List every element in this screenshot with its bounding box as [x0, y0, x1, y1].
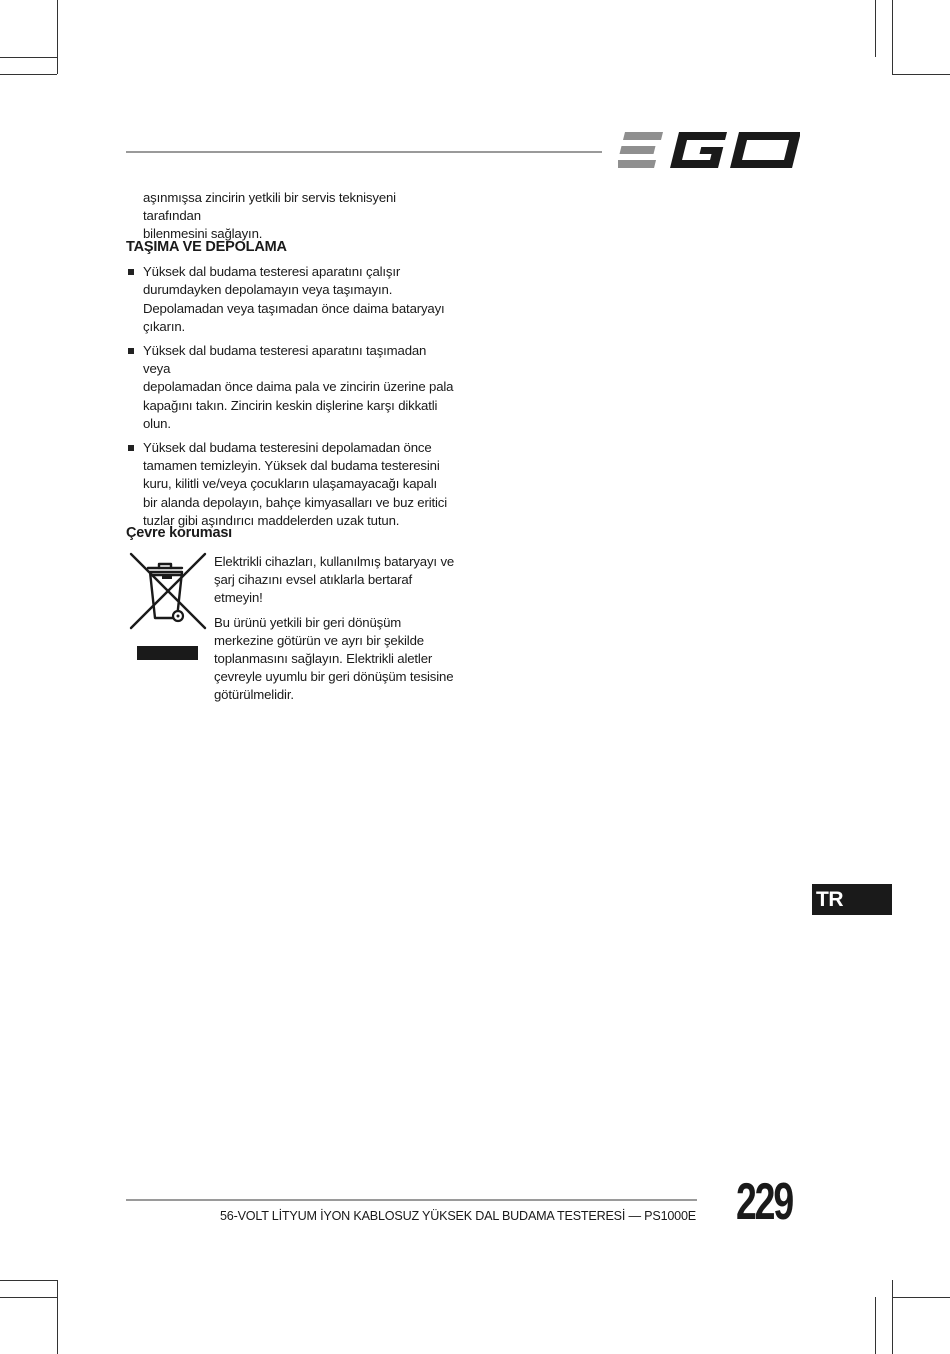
- header-rule: [126, 151, 602, 153]
- transport-list: [126, 263, 456, 530]
- crop-mark: [57, 1280, 58, 1354]
- crossed-out-wheelie-bin-icon: [128, 552, 208, 662]
- crop-mark: [892, 1280, 893, 1354]
- list-item: Yüksek dal budama testeresi aparatını taşımadan veya depolamadan önce daima pala ve zincirin üzerine pala kapağını takın. Zincirin keskin dişlerine karşı dikkatli olun.: [126, 342, 456, 433]
- crop-mark: [0, 57, 57, 58]
- language-badge: TR: [812, 884, 892, 915]
- environment-text: [214, 553, 459, 711]
- crop-mark: [892, 1297, 950, 1298]
- section-heading: TAŞIMA VE DEPOLAMA: [126, 239, 287, 255]
- crop-mark: [57, 0, 58, 74]
- list-item: Yüksek dal budama testeresi aparatını çalışır durumdayken depolamayın veya taşımayın. Depolamadan veya taşımadan önce daima bataryayı çıkarın.: [126, 263, 456, 336]
- footer-title: 56-VOLT LİTYUM İYON KABLOSUZ YÜKSEK DAL BUDAMA TESTERESİ — PS1000E: [219, 1209, 696, 1223]
- environment-paragraph: Elektrikli cihazları, kullanılmış bataryayı ve şarj cihazını evsel atıklarla bertaraf etmeyin!: [214, 554, 455, 606]
- intro-line: bilenmesini sağlayın.: [143, 226, 263, 242]
- crop-mark: [875, 0, 876, 57]
- crop-mark: [0, 1280, 57, 1281]
- transport-section: [126, 238, 456, 536]
- section-heading: Çevre koruması: [126, 525, 233, 541]
- intro-line: aşınmışsa zincirin yetkili bir servis teknisyeni tarafından: [143, 190, 396, 224]
- crop-mark: [892, 0, 893, 74]
- crop-mark: [0, 1297, 57, 1298]
- crop-mark: [0, 74, 57, 75]
- crop-mark: [892, 74, 950, 75]
- environment-paragraph: Bu ürünü yetkili bir geri dönüşüm merkezine götürün ve ayrı bir şekilde toplanmasını sağlayın. Elektrikli aletler çevreyle uyumlu bir geri dönüşüm tesisine götürülmelidir.: [214, 614, 454, 703]
- list-item: Yüksek dal budama testeresini depolamadan önce tamamen temizleyin. Yüksek dal budama testeresini kuru, kilitli ve/veya çocukların ulaşamayacağı kapalı bir alanda depolayın, bahçe kimyasalları ve buz eritici tuzlar gibi aşındırıcı maddelerden uzak tutun.: [126, 439, 456, 530]
- page-number: 229: [736, 1173, 792, 1231]
- crop-mark: [875, 1297, 876, 1354]
- ego-logo: [618, 128, 800, 174]
- intro-paragraph: [126, 189, 456, 244]
- footer-rule: [126, 1199, 697, 1201]
- environment-section: [126, 524, 456, 542]
